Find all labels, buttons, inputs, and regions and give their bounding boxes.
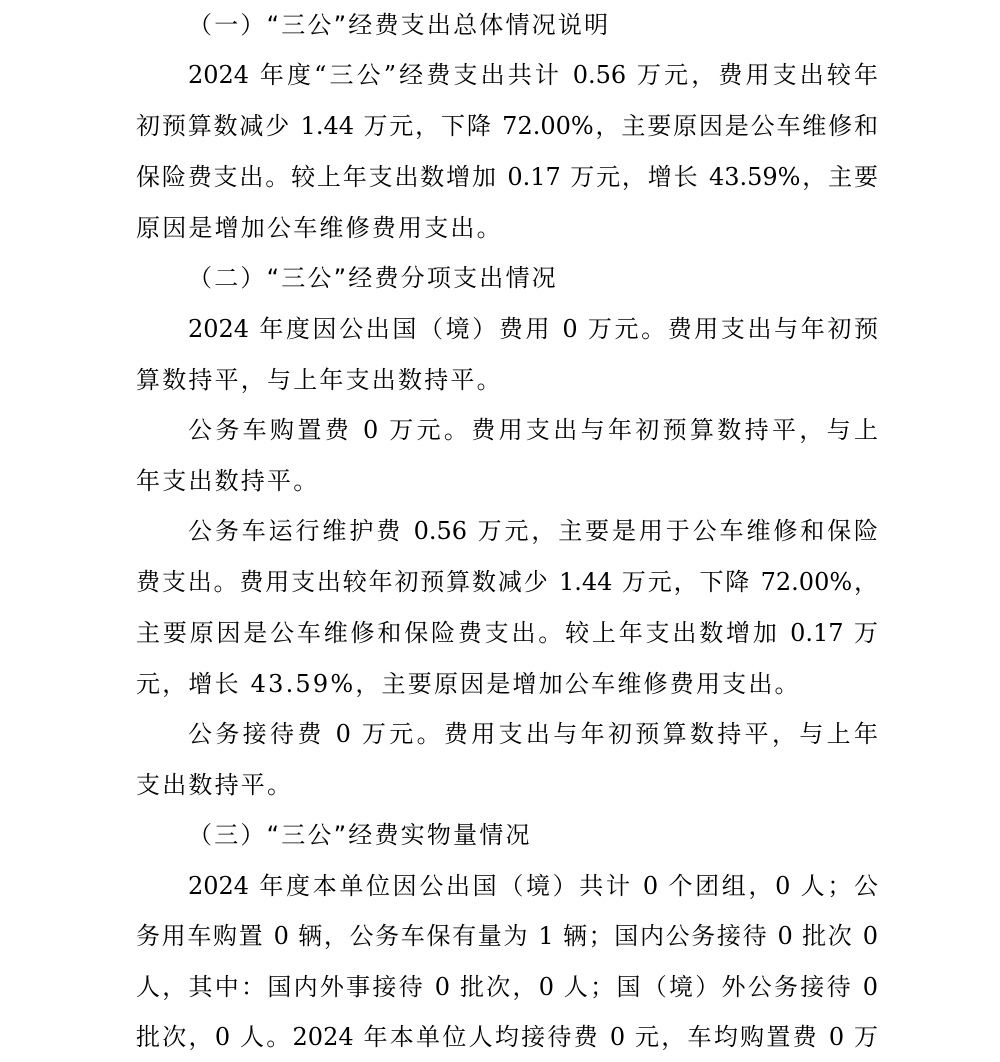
section-2-para-2-line-2: 年支出数持平。: [136, 467, 320, 495]
section-3-line-1: 2024 年度本单位因公出国（境）共计 0 个团组，0 人；公: [188, 872, 878, 900]
section-1-line-2: 初预算数减少 1.44 万元，下降 72.00%，主要原因是公车维修和: [136, 112, 878, 140]
section-2-para-2-line-1: 公务车购置费 0 万元。费用支出与年初预算数持平，与上: [188, 416, 878, 444]
section-1-heading: （一）“三公”经费支出总体情况说明: [188, 11, 611, 39]
section-2-para-3-line-3: 主要原因是公车维修和保险费支出。较上年支出数增加 0.17 万: [136, 619, 878, 647]
section-2-para-3-line-2: 费支出。费用支出较年初预算数减少 1.44 万元，下降 72.00%，: [136, 568, 878, 596]
section-2-heading: （二）“三公”经费分项支出情况: [188, 264, 558, 292]
section-1-line-4: 原因是增加公车维修费用支出。: [136, 214, 503, 242]
section-2-para-1-line-2: 算数持平，与上年支出数持平。: [136, 366, 503, 394]
section-3-heading: （三）“三公”经费实物量情况: [188, 821, 532, 849]
section-2-para-3-line-4: 元，增长 43.59%，主要原因是增加公车维修费用支出。: [136, 670, 801, 698]
section-2-para-4-line-1: 公务接待费 0 万元。费用支出与年初预算数持平，与上年: [188, 720, 878, 748]
section-3-line-3: 人，其中：国内外事接待 0 批次，0 人；国（境）外公务接待 0: [136, 973, 878, 1001]
section-2-para-4-line-2: 支出数持平。: [136, 771, 294, 799]
section-1-line-3: 保险费支出。较上年支出数增加 0.17 万元，增长 43.59%，主要: [136, 163, 878, 191]
section-3-line-4: 批次，0 人。2024 年本单位人均接待费 0 元，车均购置费 0 万: [136, 1023, 878, 1051]
section-3-line-2: 务用车购置 0 辆，公务车保有量为 1 辆；国内公务接待 0 批次 0: [136, 922, 878, 950]
section-2-para-1-line-1: 2024 年度因公出国（境）费用 0 万元。费用支出与年初预: [188, 315, 878, 343]
section-2-para-3-line-1: 公务车运行维护费 0.56 万元，主要是用于公车维修和保险: [188, 517, 878, 545]
section-1-line-1: 2024 年度“三公”经费支出共计 0.56 万元，费用支出较年: [188, 61, 878, 89]
